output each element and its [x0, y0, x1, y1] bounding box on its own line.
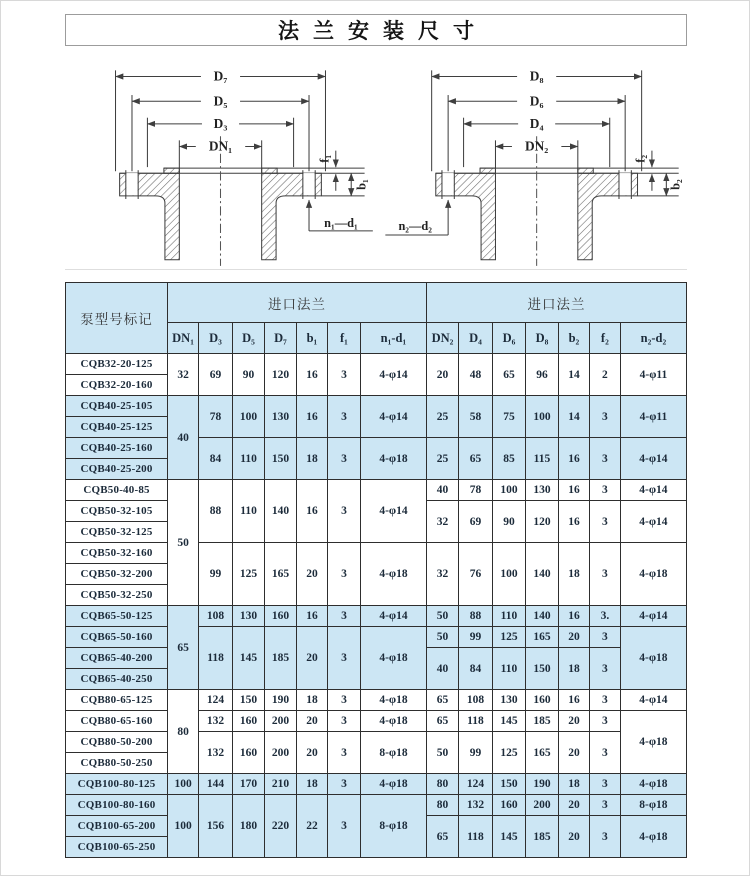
dimension-cell: 14 [558, 354, 589, 396]
col-header-n1d1: n₁-d₁ [360, 323, 426, 354]
dimension-cell: 132 [199, 711, 233, 732]
dimension-cell: 3 [589, 732, 620, 774]
dimension-cell: 40 [168, 396, 199, 480]
dimension-cell: 180 [233, 795, 265, 858]
dimension-cell: 16 [558, 606, 589, 627]
dimension-cell: 4-φ18 [620, 543, 686, 606]
dimension-cell: 108 [458, 690, 492, 711]
dimension-cell: 20 [297, 711, 328, 732]
dim-label-dn1: DN₁ [208, 138, 233, 154]
dimension-cell: 108 [199, 606, 233, 627]
spec-table-wrap [65, 282, 687, 858]
title-box [65, 14, 687, 46]
dimension-cell: 100 [168, 774, 199, 795]
dimension-cell: 18 [297, 774, 328, 795]
dimension-cell: 18 [558, 543, 589, 606]
table-row [66, 774, 687, 795]
dimension-cell: 40 [426, 480, 458, 501]
table-row [66, 543, 687, 564]
dimension-cell: 140 [525, 606, 558, 627]
dimension-cell: 22 [297, 795, 328, 858]
dimension-cell: 200 [525, 795, 558, 816]
dimension-cell: 4-φ14 [620, 606, 686, 627]
group-header-row [66, 283, 687, 323]
dimension-cell: 3 [327, 774, 360, 795]
flange-dimensions-table [65, 282, 687, 858]
pump-model-cell: CQB65-50-160 [66, 627, 168, 648]
dimension-cell: 4-φ11 [620, 396, 686, 438]
dimension-cell: 84 [458, 648, 492, 690]
dimension-cell: 20 [297, 543, 328, 606]
table-row [66, 438, 687, 459]
dimension-cell: 190 [525, 774, 558, 795]
dim-label-d3: D₃ [213, 115, 228, 131]
dimension-cell: 4-φ14 [620, 501, 686, 543]
pump-model-cell: CQB65-40-200 [66, 648, 168, 669]
dimension-cell: 99 [458, 627, 492, 648]
dimension-cell: 100 [233, 396, 265, 438]
dimension-cell: 25 [426, 396, 458, 438]
dimension-cell: 125 [233, 543, 265, 606]
dimension-cell: 3 [327, 627, 360, 690]
dimension-cell: 3 [589, 795, 620, 816]
dimension-cell: 16 [558, 438, 589, 480]
dimension-cell: 99 [458, 732, 492, 774]
dimension-cell: 18 [558, 648, 589, 690]
dimension-cell: 4-φ18 [360, 711, 426, 732]
col-header-f1: f₁ [327, 323, 360, 354]
dimension-cell: 84 [199, 438, 233, 480]
dimension-cell: 14 [558, 396, 589, 438]
dimension-cell: 160 [233, 732, 265, 774]
col-header-b2: b₂ [558, 323, 589, 354]
dimension-cell: 200 [265, 732, 297, 774]
dimension-cell: 185 [265, 627, 297, 690]
dimension-cell: 200 [265, 711, 297, 732]
pump-model-cell: CQB32-20-160 [66, 375, 168, 396]
dimension-cell: 3 [327, 795, 360, 858]
table-row [66, 396, 687, 417]
dimension-cell: 144 [199, 774, 233, 795]
inlet-dimension-lines [116, 70, 373, 231]
dimension-cell: 3 [589, 690, 620, 711]
dimension-cell: 18 [297, 438, 328, 480]
dimension-cell: 25 [426, 438, 458, 480]
dimension-cell: 18 [558, 774, 589, 795]
page-title: 法兰安装尺寸 [278, 20, 488, 43]
dimension-cell: 118 [199, 627, 233, 690]
outlet-flange-group-header: 进口法兰 [426, 283, 686, 323]
dimension-cell: 132 [199, 732, 233, 774]
pump-model-cell: CQB50-32-250 [66, 585, 168, 606]
dimension-cell: 8-φ18 [360, 795, 426, 858]
dimension-cell: 4-φ14 [620, 690, 686, 711]
dimension-cell: 150 [265, 438, 297, 480]
table-body [66, 354, 687, 858]
dimension-cell: 3 [589, 627, 620, 648]
dimension-cell: 3 [589, 543, 620, 606]
dimension-cell: 100 [492, 543, 525, 606]
dimension-cell: 18 [297, 690, 328, 711]
dimension-cell: 160 [233, 711, 265, 732]
dimension-cell: 2 [589, 354, 620, 396]
dimension-cell: 185 [525, 816, 558, 858]
dimension-cell: 100 [492, 480, 525, 501]
dimension-cell: 3 [327, 543, 360, 606]
outlet-flange-diagram [376, 58, 687, 269]
dimension-cell: 4-φ11 [620, 354, 686, 396]
dimension-cell: 4-φ14 [360, 606, 426, 627]
dimension-cell: 110 [233, 480, 265, 543]
dim-label-n1d1: n₁—d₁ [324, 215, 358, 230]
dimension-cell: 4-φ18 [360, 438, 426, 480]
dimension-cell: 78 [458, 480, 492, 501]
dimension-cell: 3 [589, 774, 620, 795]
dim-label-d6: D₆ [529, 93, 544, 109]
dimension-cell: 3 [327, 480, 360, 543]
dimension-cell: 3 [589, 648, 620, 690]
dimension-cell: 20 [558, 795, 589, 816]
pump-model-cell: CQB40-25-200 [66, 459, 168, 480]
dimension-cell: 88 [458, 606, 492, 627]
dimension-cell: 90 [233, 354, 265, 396]
pump-model-cell: CQB100-65-250 [66, 837, 168, 858]
inlet-flange-diagram [65, 58, 376, 269]
dimension-cell: 80 [426, 795, 458, 816]
dimension-cell: 118 [458, 711, 492, 732]
dim-label-b2: b₂ [668, 179, 683, 190]
dimension-cell: 145 [492, 816, 525, 858]
dimension-cell: 20 [558, 627, 589, 648]
dimension-cell: 4-φ18 [620, 711, 686, 774]
col-header-dn2: DN₂ [426, 323, 458, 354]
inlet-flange-group-header: 进口法兰 [168, 283, 427, 323]
dimension-cell: 69 [199, 354, 233, 396]
dimension-cell: 75 [492, 396, 525, 438]
col-header-d6: D₆ [492, 323, 525, 354]
dimension-cell: 3 [589, 480, 620, 501]
dim-label-b1: b₁ [354, 179, 369, 190]
pump-model-cell: CQB100-65-200 [66, 816, 168, 837]
dimension-cell: 170 [233, 774, 265, 795]
dimension-cell: 50 [426, 732, 458, 774]
dimension-cell: 120 [265, 354, 297, 396]
dimension-cell: 20 [558, 732, 589, 774]
dimension-cell: 8-φ18 [620, 795, 686, 816]
dimension-cell: 4-φ18 [360, 543, 426, 606]
dimension-cell: 3 [327, 438, 360, 480]
dimension-cell: 132 [458, 795, 492, 816]
dimension-cell: 160 [265, 606, 297, 627]
dimension-cell: 165 [525, 627, 558, 648]
dimension-cell: 3 [327, 690, 360, 711]
dim-label-d7: D₇ [213, 68, 228, 84]
dimension-cell: 8-φ18 [360, 732, 426, 774]
dimension-cell: 65 [492, 354, 525, 396]
pump-model-cell: CQB80-50-250 [66, 753, 168, 774]
dimension-cell: 130 [265, 396, 297, 438]
dimension-cell: 125 [492, 732, 525, 774]
dimension-cell: 140 [525, 543, 558, 606]
dimension-cell: 4-φ14 [620, 480, 686, 501]
col-header-d8: D₈ [525, 323, 558, 354]
dimension-cell: 110 [492, 648, 525, 690]
dimension-cell: 4-φ18 [360, 774, 426, 795]
col-header-f2: f₂ [589, 323, 620, 354]
dimension-cell: 156 [199, 795, 233, 858]
pump-model-cell: CQB80-50-200 [66, 732, 168, 753]
dimension-cell: 96 [525, 354, 558, 396]
dimension-cell: 88 [199, 480, 233, 543]
pump-model-cell: CQB32-20-125 [66, 354, 168, 375]
dimension-cell: 76 [458, 543, 492, 606]
dim-label-dn2: DN₂ [524, 138, 549, 154]
dim-label-f1: f₁ [317, 154, 332, 163]
dim-label-n2d2: n₂—d₂ [398, 218, 432, 233]
dimension-cell: 20 [558, 711, 589, 732]
dimension-cell: 4-φ14 [360, 354, 426, 396]
dimension-cell: 145 [233, 627, 265, 690]
dimension-cell: 20 [558, 816, 589, 858]
dimension-cell: 3 [589, 438, 620, 480]
dim-label-d8: D₈ [529, 68, 544, 84]
col-header-d4: D₄ [458, 323, 492, 354]
dimension-cell: 65 [426, 816, 458, 858]
dimension-cell: 120 [525, 501, 558, 543]
dimension-cell: 3 [327, 354, 360, 396]
dimension-cell: 118 [458, 816, 492, 858]
dimension-cell: 130 [492, 690, 525, 711]
pump-model-cell: CQB50-40-85 [66, 480, 168, 501]
dimension-cell: 16 [297, 480, 328, 543]
dimension-cell: 3 [327, 732, 360, 774]
dimension-cell: 16 [558, 480, 589, 501]
dimension-cell: 165 [265, 543, 297, 606]
pump-model-cell: CQB50-32-105 [66, 501, 168, 522]
dimension-cell: 32 [426, 543, 458, 606]
dimension-cell: 4-φ18 [620, 627, 686, 690]
dimension-cell: 165 [525, 732, 558, 774]
pump-model-cell: CQB50-32-200 [66, 564, 168, 585]
dimension-cell: 80 [168, 690, 199, 774]
dimension-cell: 20 [426, 354, 458, 396]
dimension-cell: 210 [265, 774, 297, 795]
dimension-cell: 65 [458, 438, 492, 480]
pump-model-cell: CQB50-32-125 [66, 522, 168, 543]
table-row [66, 480, 687, 501]
pump-model-cell: CQB40-25-125 [66, 417, 168, 438]
dimension-cell: 3 [589, 501, 620, 543]
dimension-cell: 3 [327, 396, 360, 438]
dimension-cell: 20 [297, 627, 328, 690]
dimension-cell: 4-φ14 [360, 396, 426, 438]
dimension-cell: 32 [168, 354, 199, 396]
dim-label-d5: D₅ [213, 93, 228, 109]
col-header-b1: b₁ [297, 323, 328, 354]
dimension-cell: 4-φ14 [360, 480, 426, 543]
col-header-d5: D₅ [233, 323, 265, 354]
dimension-cell: 185 [525, 711, 558, 732]
table-row [66, 627, 687, 648]
dimension-cell: 16 [558, 501, 589, 543]
pump-model-cell: CQB65-50-125 [66, 606, 168, 627]
dimension-cell: 150 [525, 648, 558, 690]
dimension-cell: 3 [589, 816, 620, 858]
dimension-cell: 16 [297, 354, 328, 396]
pump-model-cell: CQB50-32-160 [66, 543, 168, 564]
dimension-cell: 69 [458, 501, 492, 543]
dimension-cell: 220 [265, 795, 297, 858]
dim-label-f2: f₂ [633, 154, 648, 163]
dimension-cell: 3 [589, 711, 620, 732]
dimension-cell: 90 [492, 501, 525, 543]
dimension-cell: 78 [199, 396, 233, 438]
dimension-cell: 160 [492, 795, 525, 816]
dimension-cell: 124 [458, 774, 492, 795]
pump-model-cell: CQB100-80-125 [66, 774, 168, 795]
dimension-cell: 130 [233, 606, 265, 627]
dimension-cell: 4-φ18 [620, 816, 686, 858]
dimension-cell: 65 [426, 690, 458, 711]
dimension-cell: 3 [327, 606, 360, 627]
dimension-cell: 115 [525, 438, 558, 480]
col-header-d3: D₃ [199, 323, 233, 354]
dimension-cell: 190 [265, 690, 297, 711]
dimension-cell: 150 [233, 690, 265, 711]
dimension-cell: 65 [168, 606, 199, 690]
dimension-cell: 50 [168, 480, 199, 606]
pump-model-cell: CQB40-25-160 [66, 438, 168, 459]
dimension-cell: 3. [589, 606, 620, 627]
dimension-cell: 145 [492, 711, 525, 732]
dimension-cell: 125 [492, 627, 525, 648]
dimension-cell: 4-φ14 [620, 438, 686, 480]
dimension-cell: 58 [458, 396, 492, 438]
dimension-cell: 4-φ18 [620, 774, 686, 795]
dimension-cell: 110 [233, 438, 265, 480]
table-row [66, 690, 687, 711]
col-header-n2d2: n₂-d₂ [620, 323, 686, 354]
dimension-cell: 110 [492, 606, 525, 627]
dimension-cell: 16 [297, 396, 328, 438]
table-row [66, 711, 687, 732]
pump-model-cell: CQB65-40-250 [66, 669, 168, 690]
dimension-cell: 4-φ18 [360, 627, 426, 690]
flange-diagrams [65, 58, 687, 270]
dimension-cell: 65 [426, 711, 458, 732]
dimension-cell: 50 [426, 627, 458, 648]
dimension-cell: 150 [492, 774, 525, 795]
dimension-cell: 48 [458, 354, 492, 396]
table-row [66, 606, 687, 627]
dimension-cell: 100 [168, 795, 199, 858]
col-header-dn1: DN₁ [168, 323, 199, 354]
dimension-cell: 130 [525, 480, 558, 501]
table-row [66, 732, 687, 753]
dimension-cell: 80 [426, 774, 458, 795]
dimension-cell: 50 [426, 606, 458, 627]
pump-model-cell: CQB80-65-125 [66, 690, 168, 711]
dimension-cell: 4-φ18 [360, 690, 426, 711]
model-column-header: 泵型号标记 [66, 283, 168, 354]
dimension-cell: 160 [525, 690, 558, 711]
dimension-cell: 40 [426, 648, 458, 690]
dimension-cell: 85 [492, 438, 525, 480]
dimension-cell: 20 [297, 732, 328, 774]
dimension-cell: 32 [426, 501, 458, 543]
dimension-cell: 124 [199, 690, 233, 711]
dim-label-d4: D₄ [529, 115, 544, 131]
table-row [66, 795, 687, 816]
col-header-d7: D₇ [265, 323, 297, 354]
dimension-cell: 99 [199, 543, 233, 606]
dimension-cell: 16 [297, 606, 328, 627]
pump-model-cell: CQB40-25-105 [66, 396, 168, 417]
dimension-cell: 3 [589, 396, 620, 438]
pump-model-cell: CQB100-80-160 [66, 795, 168, 816]
pump-model-cell: CQB80-65-160 [66, 711, 168, 732]
dimension-cell: 140 [265, 480, 297, 543]
dimension-cell: 3 [327, 711, 360, 732]
dimension-cell: 100 [525, 396, 558, 438]
table-row [66, 354, 687, 375]
dimension-cell: 16 [558, 690, 589, 711]
